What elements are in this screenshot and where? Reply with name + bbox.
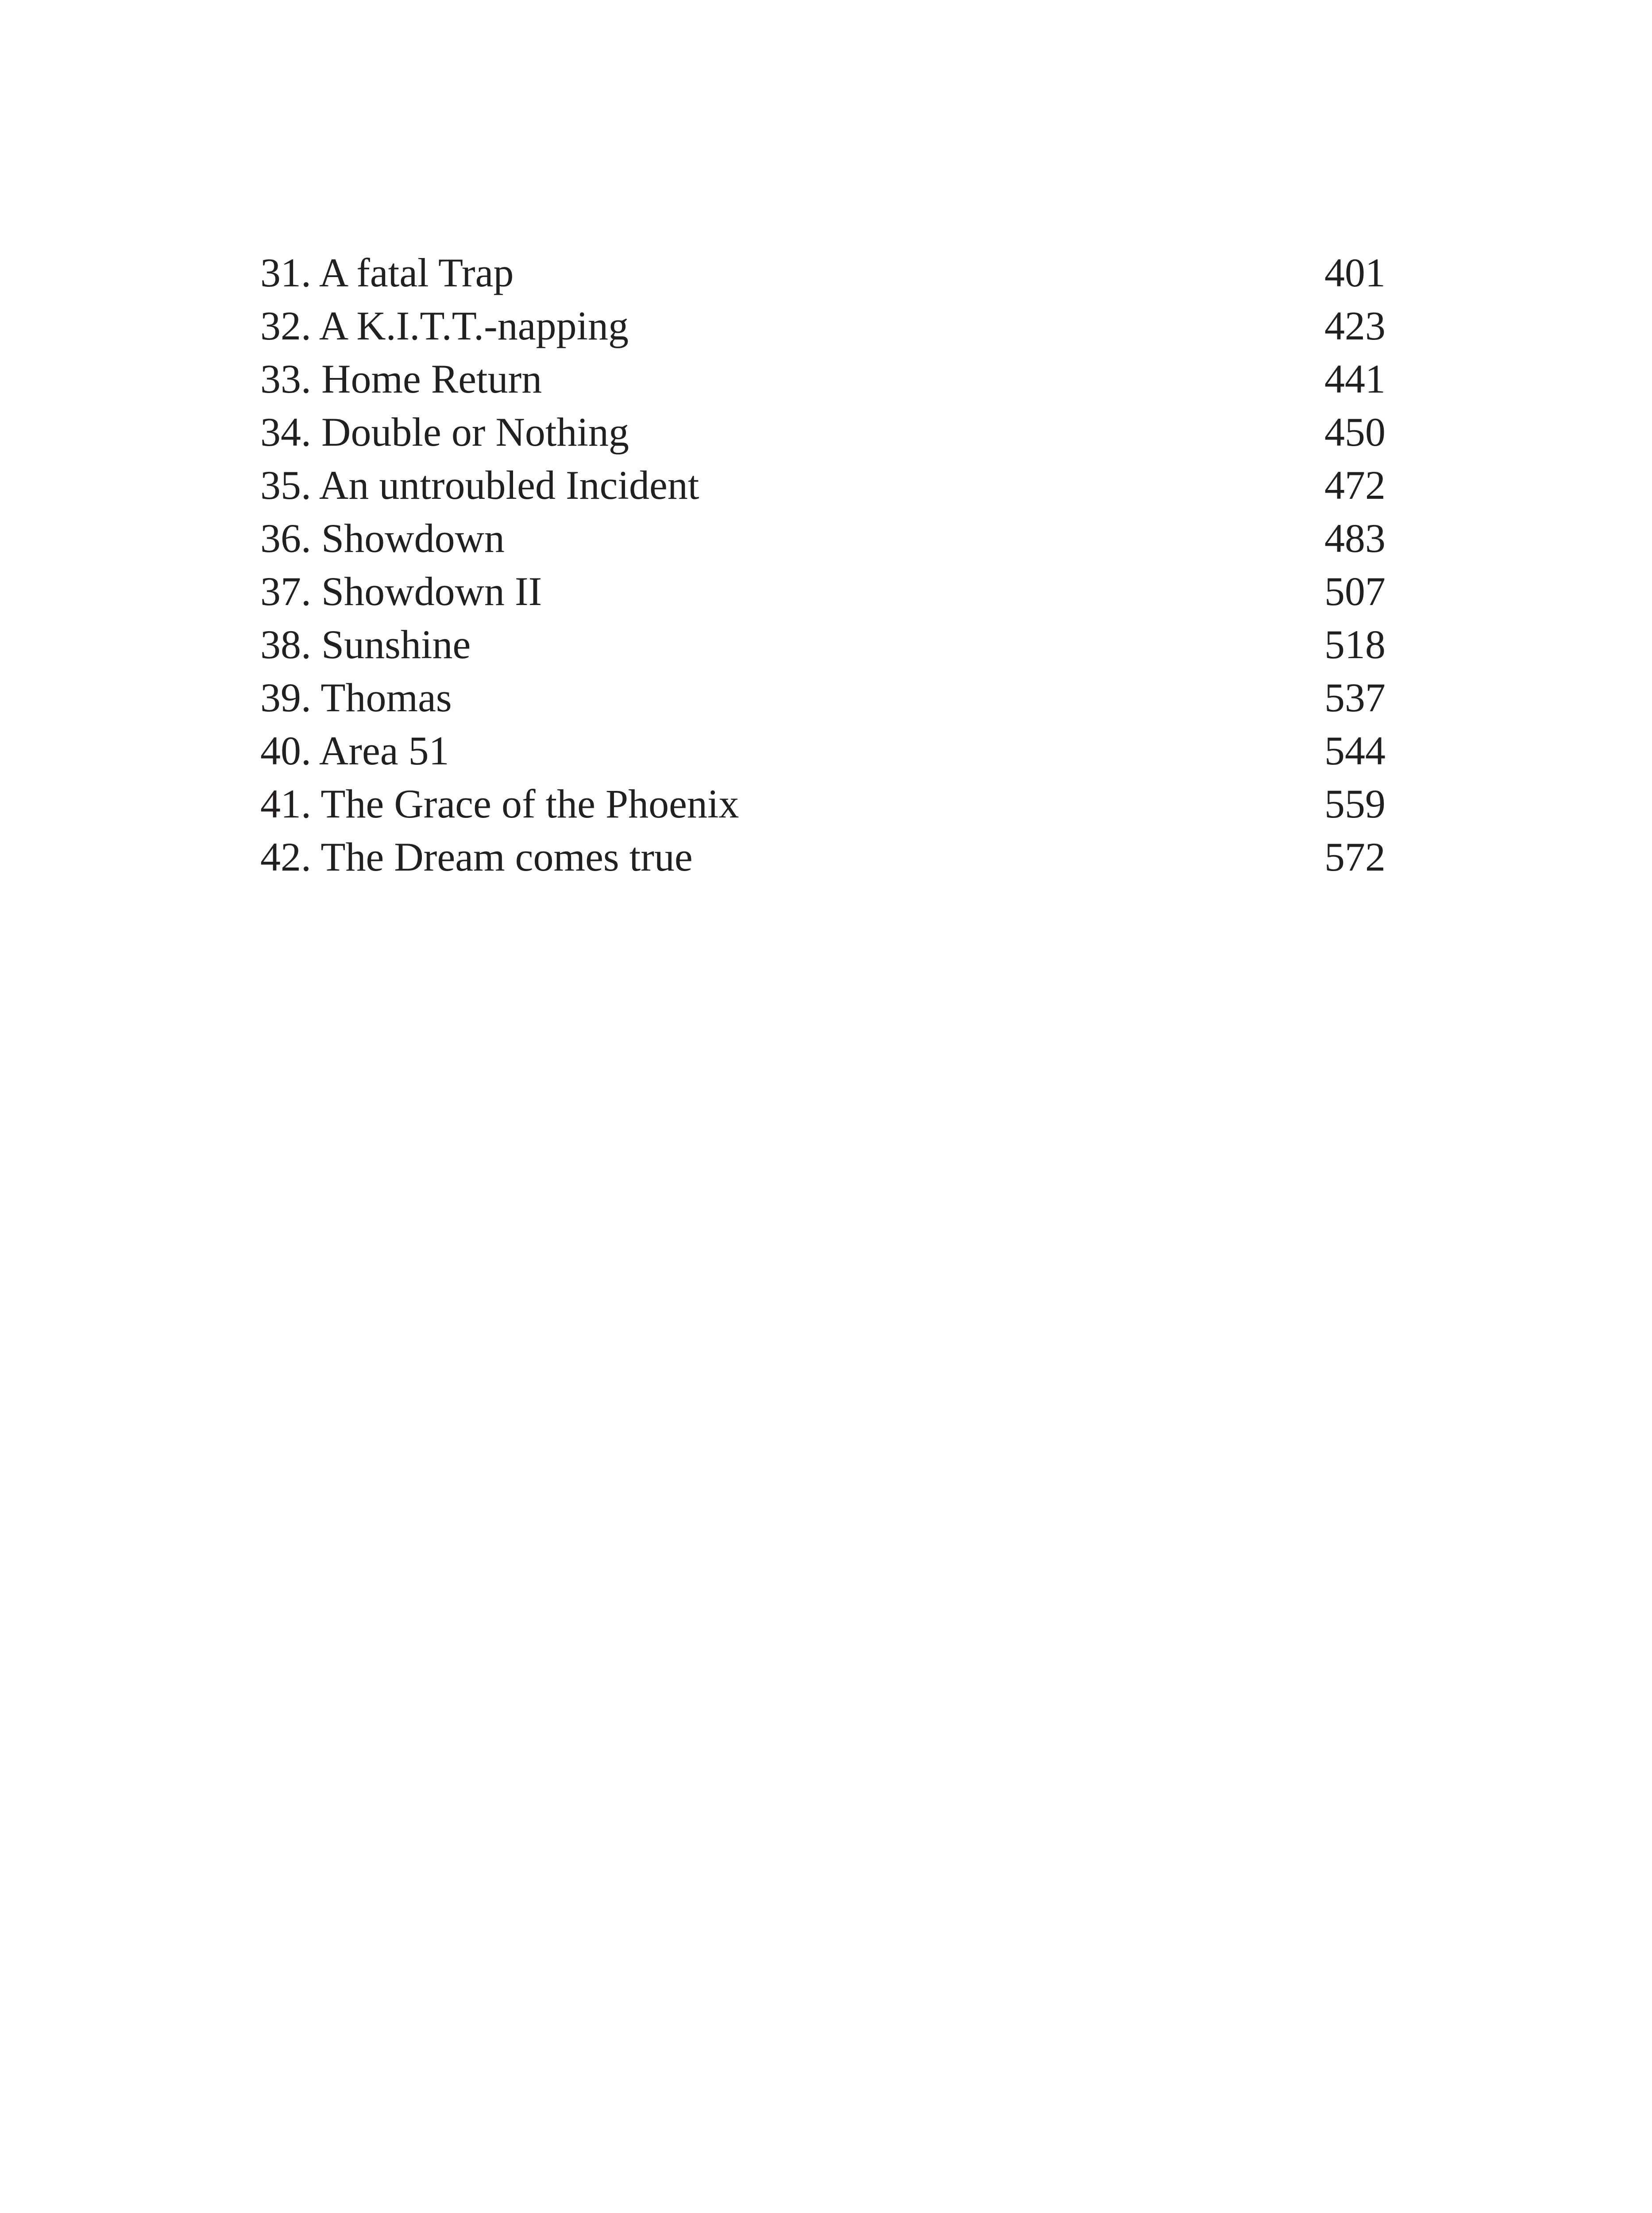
- toc-entry-title: 35. An untroubled Incident: [260, 463, 699, 508]
- toc-entry-page-number: 472: [1324, 463, 1386, 508]
- toc-entry-title: 39. Thomas: [260, 675, 452, 720]
- toc-entry-title: 42. The Dream comes true: [260, 834, 693, 879]
- toc-entry-page-number: 441: [1324, 356, 1386, 401]
- toc-entry-38: [260, 618, 1386, 671]
- toc-entry-page-number: 423: [1324, 303, 1386, 348]
- toc-entry-page-number: 559: [1324, 781, 1386, 826]
- toc-entry-39: [260, 671, 1386, 724]
- toc-entry-title: 32. A K.I.T.T.-napping: [260, 303, 629, 348]
- toc-entry-35: [260, 459, 1386, 512]
- toc-entry-title: 37. Showdown II: [260, 569, 542, 614]
- toc-entry-42: [260, 830, 1386, 883]
- toc-entry-34: [260, 405, 1386, 459]
- toc-entry-33: [260, 352, 1386, 405]
- toc-entry-page-number: 450: [1324, 409, 1386, 455]
- toc-entry-title: 36. Showdown: [260, 516, 505, 561]
- toc-entry-32: [260, 299, 1386, 352]
- toc-entry-page-number: 507: [1324, 569, 1386, 614]
- toc-entry-36: [260, 512, 1386, 565]
- toc-entry-title: 40. Area 51: [260, 728, 449, 773]
- toc-entry-page-number: 572: [1324, 834, 1386, 879]
- toc-entry-41: [260, 777, 1386, 830]
- toc-entry-page-number: 483: [1324, 516, 1386, 561]
- toc-entry-37: [260, 565, 1386, 618]
- toc-entry-page-number: 544: [1324, 728, 1386, 773]
- toc-entry-title: 33. Home Return: [260, 356, 542, 401]
- toc-entry-title: 34. Double or Nothing: [260, 409, 629, 455]
- toc-entry-40: [260, 724, 1386, 777]
- toc-entry-page-number: 537: [1324, 675, 1386, 720]
- table-of-contents: [260, 246, 1386, 883]
- toc-entry-title: 41. The Grace of the Phoenix: [260, 781, 739, 826]
- toc-entry-title: 38. Sunshine: [260, 622, 471, 667]
- toc-entry-page-number: 401: [1324, 250, 1386, 295]
- toc-entry-title: 31. A fatal Trap: [260, 250, 514, 295]
- toc-entry-page-number: 518: [1324, 622, 1386, 667]
- toc-entry-31: [260, 246, 1386, 299]
